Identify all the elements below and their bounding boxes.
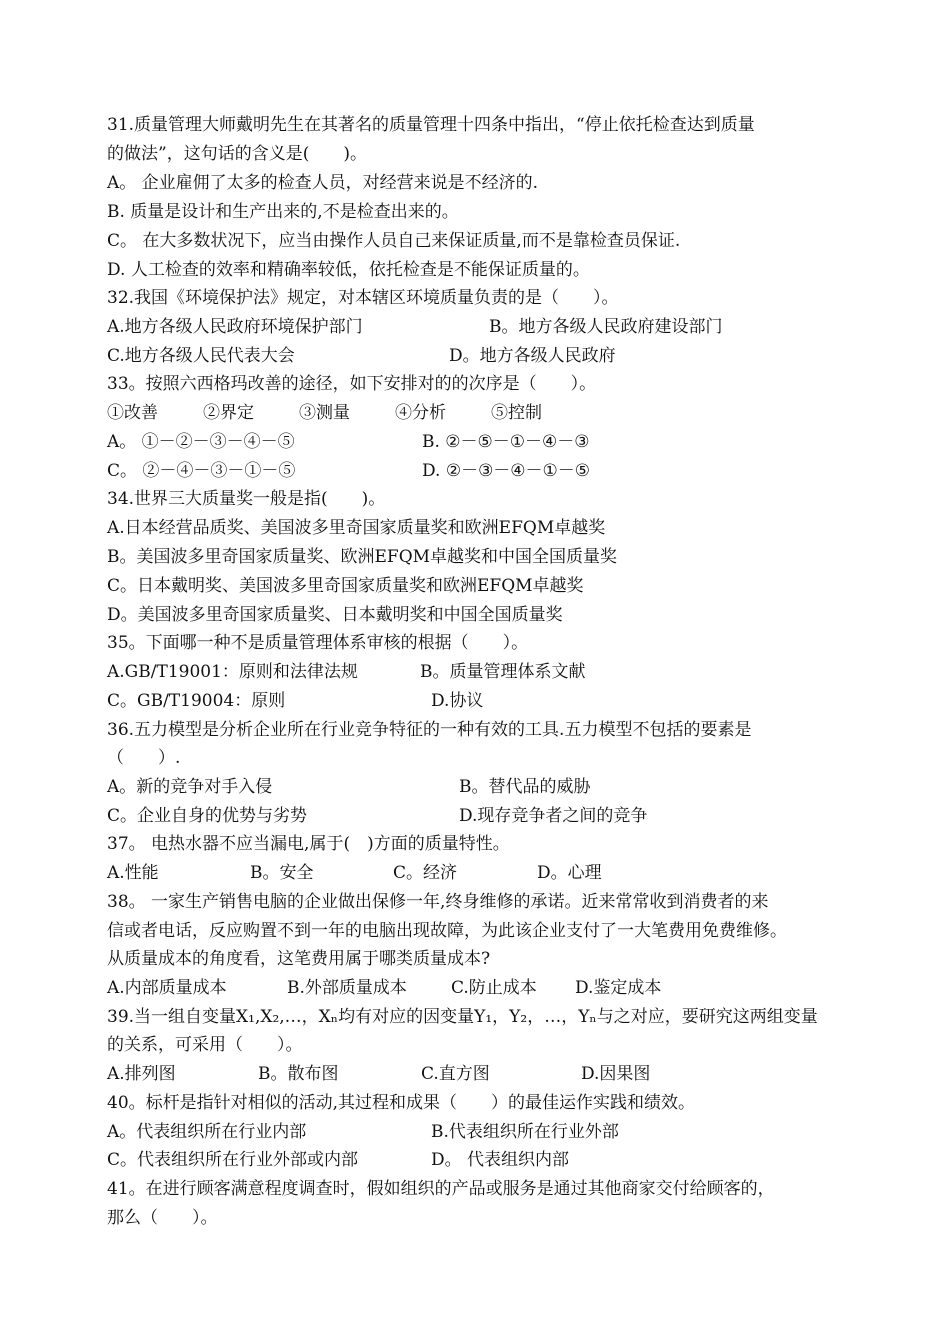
question-33-steps <box>107 399 867 428</box>
question-38-option-d: D.鉴定成本 <box>575 978 662 998</box>
question-35-options-row-2 <box>107 687 867 716</box>
question-35-option-d: D.协议 <box>431 691 484 711</box>
question-33-option-d: D. ②－③－④－①－⑤ <box>422 461 591 481</box>
question-39-option-b: B。散布图 <box>258 1064 339 1084</box>
question-35-options-row-1 <box>107 658 867 687</box>
question-41-stem-line-2: 那么（ ）。 <box>107 1208 218 1228</box>
question-36-stem-line-1: 36.五力模型是分析企业所在行业竞争特征的一种有效的工具.五力模型不包括的要素是 <box>107 720 752 740</box>
question-32-option-b: B。地方各级人民政府建设部门 <box>489 317 723 337</box>
question-31-option-b: B. 质量是设计和生产出来的,不是检查出来的。 <box>107 202 459 222</box>
question-34-option-c: C。日本戴明奖、美国波多里奇国家质量奖和欧洲EFQM卓越奖 <box>107 576 584 596</box>
question-36-options-row-2 <box>107 802 867 831</box>
question-32-option-d: D。地方各级人民政府 <box>449 346 616 366</box>
question-31-stem-line-2: 的做法”，这句话的含义是( )。 <box>107 144 367 164</box>
question-37-option-b: B。安全 <box>250 863 314 883</box>
question-33-step-1: ①改善 <box>107 403 158 423</box>
question-38-stem-line-1: 38。 一家生产销售电脑的企业做出保修一年,终身维修的承诺。近来常常收到消费者的来 <box>107 892 769 912</box>
question-33-step-3: ③测量 <box>299 403 350 423</box>
question-37-option-d: D。心理 <box>537 863 602 883</box>
question-39-option-d: D.因果图 <box>581 1064 651 1084</box>
question-35-option-b: B。质量管理体系文献 <box>420 662 586 682</box>
question-37-options-row <box>107 859 867 888</box>
question-40-options-row-1 <box>107 1118 867 1147</box>
question-38-stem-line-3: 从质量成本的角度看，这笔费用属于哪类质量成本? <box>107 949 491 969</box>
question-38-stem-line-2: 信或者电话，反应购置不到一年的电脑出现故障，为此该企业支付了一大笔费用免费维修。 <box>107 921 787 941</box>
question-34-stem: 34.世界三大质量奖一般是指( )。 <box>107 489 386 509</box>
question-34-option-a: A.日本经营品质奖、美国波多里奇国家质量奖和欧洲EFQM卓越奖 <box>107 518 606 538</box>
question-33-step-2: ②界定 <box>203 403 254 423</box>
question-33-options-row-1 <box>107 428 867 457</box>
question-40-stem: 40。标杆是指针对相似的活动,其过程和成果（ ）的最佳运作实践和绩效。 <box>107 1093 696 1113</box>
question-36-option-c: C。企业自身的优势与劣势 <box>107 806 308 826</box>
question-32-option-c: C.地方各级人民代表大会 <box>107 346 295 366</box>
question-32-stem: 32.我国《环境保护法》规定，对本辖区环境质量负责的是（ ）。 <box>107 288 619 308</box>
question-32-options-row-2 <box>107 342 867 371</box>
question-38-option-b: B.外部质量成本 <box>287 978 407 998</box>
question-40-option-d: D。 代表组织内部 <box>431 1150 570 1170</box>
question-37-stem: 37。 电热水器不应当漏电,属于( )方面的质量特性。 <box>107 834 510 854</box>
question-31-stem-line-1: 31.质量管理大师戴明先生在其著名的质量管理十四条中指出，“停止依托检查达到质量 <box>107 115 755 135</box>
question-35-option-c: C。GB/T19004：原则 <box>107 691 286 711</box>
question-37-option-c: C。经济 <box>393 863 458 883</box>
question-31-option-c: C。 在大多数状况下，应当由操作人员自己来保证质量,而不是靠检查员保证. <box>107 231 681 251</box>
question-31-option-d: D. 人工检查的效率和精确率较低，依托检查是不能保证质量的。 <box>107 260 590 280</box>
question-40-option-b: B.代表组织所在行业外部 <box>431 1122 619 1142</box>
question-34-option-d: D。美国波多里奇国家质量奖、日本戴明奖和中国全国质量奖 <box>107 605 563 625</box>
question-36-option-a: A。新的竞争对手入侵 <box>107 777 273 797</box>
question-36-option-d: D.现存竞争者之间的竞争 <box>459 806 648 826</box>
question-32-options-row-1 <box>107 313 867 342</box>
question-40-options-row-2 <box>107 1146 867 1175</box>
question-33-option-a: A。 ①－②－③－④－⑤ <box>107 432 295 452</box>
question-39-option-c: C.直方图 <box>421 1064 490 1084</box>
question-40-option-c: C。代表组织所在行业外部或内部 <box>107 1150 359 1170</box>
question-33-option-b: B. ②－⑤－①－④－③ <box>422 432 590 452</box>
question-39-option-a: A.排列图 <box>107 1064 176 1084</box>
question-33-stem: 33。按照六西格玛改善的途径，如下安排对的的次序是（ ）。 <box>107 374 597 394</box>
question-39-options-row <box>107 1060 867 1089</box>
question-41-stem-line-1: 41。在进行顾客满意程度调查时，假如组织的产品或服务是通过其他商家交付给顾客的， <box>107 1179 775 1199</box>
question-31-option-a: A。 企业雇佣了太多的检查人员，对经营来说是不经济的. <box>107 173 539 193</box>
question-33-step-4: ④分析 <box>395 403 446 423</box>
question-36-options-row-1 <box>107 773 867 802</box>
question-37-option-a: A.性能 <box>107 863 159 883</box>
question-39-stem-line-2: 的关系，可采用（ ）。 <box>107 1035 303 1055</box>
question-38-option-a: A.内部质量成本 <box>107 978 227 998</box>
question-36-option-b: B。替代品的威胁 <box>459 777 591 797</box>
question-32-option-a: A.地方各级人民政府环境保护部门 <box>107 317 363 337</box>
question-40-option-a: A。代表组织所在行业内部 <box>107 1122 307 1142</box>
question-38-options-row <box>107 974 867 1003</box>
question-35-option-a: A.GB/T19001：原则和法律法规 <box>107 662 358 682</box>
question-33-option-c: C。 ②－④－③－①－⑤ <box>107 461 296 481</box>
question-39-stem-line-1: 39.当一组自变量X₁,X₂,…，Xₙ均有对应的因变量Y₁，Y₂，…，Yₙ与之对应，要研究这两组变量 <box>107 1007 818 1027</box>
question-33-options-row-2 <box>107 457 867 486</box>
question-38-option-c: C.防止成本 <box>451 978 537 998</box>
question-35-stem: 35。下面哪一种不是质量管理体系审核的根据（ ）。 <box>107 633 529 653</box>
question-34-option-b: B。美国波多里奇国家质量奖、欧洲EFQM卓越奖和中国全国质量奖 <box>107 547 618 567</box>
question-33-step-5: ⑤控制 <box>491 403 542 423</box>
question-36-stem-line-2: （ ）. <box>107 748 181 768</box>
